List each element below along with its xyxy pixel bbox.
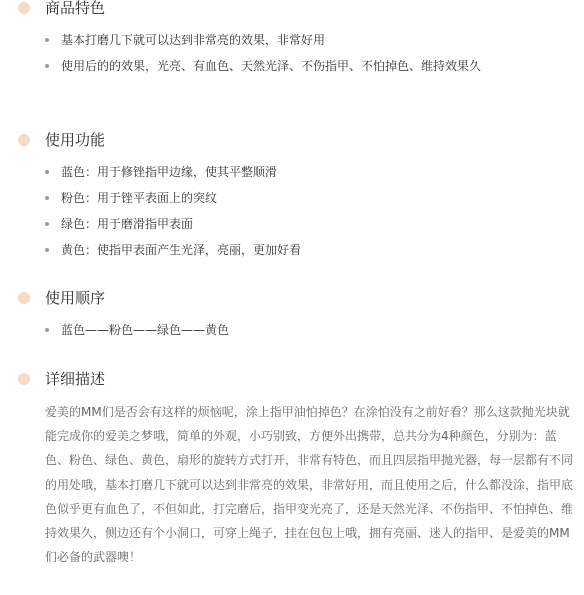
functions-header [0, 131, 584, 151]
function-item-text: 绿色：用于磨滑指甲表面 [61, 217, 194, 231]
details-description: 爱美的MM们是否会有这样的烦恼呢，涂上指甲油怕掉色？在涂怕没有之前好看？那么这款抛光块就能完成你的爱美之梦哦，简单的外观，小巧别致，方便外出携带，总共分为4种颜色，分别为：蓝色、粉色、绿色、黄色，扇形的旋转方式打开，非常有特色，而且四层指甲抛光器，每一层都有不同的用处哦，基本打磨几下就可以达到非常亮的效果，非常好用，而且使用之后，什么都没涂，指甲底色似乎更有血色了，不但如此，打完磨后，指甲变光亮了，还是天然光泽、不伤指甲、不怕掉色、维持效果久，侧边还有个小洞口，可穿上绳子，挂在包包上哦，拥有亮丽、迷人的指甲、是爱美的MM们必备的武器噢！ [45, 405, 574, 565]
section-dot-icon [18, 134, 30, 146]
functions-section [0, 131, 584, 151]
order-title: 使用顺序 [45, 289, 106, 307]
order-item-text: 蓝色——粉色——绿色——黄色 [61, 323, 230, 337]
order-section [0, 289, 584, 309]
order-header [0, 289, 584, 309]
features-title: 商品特色 [45, 0, 106, 17]
list-item [0, 57, 584, 75]
function-item-text: 黄色：使指甲表面产生光泽，亮丽，更加好看 [61, 243, 302, 257]
details-header [0, 370, 584, 390]
list-item [0, 321, 584, 339]
section-dot-icon [18, 373, 30, 385]
function-item-text: 蓝色：用于修锉指甲边缘，使其平整顺滑 [61, 165, 278, 179]
feature-item-text: 基本打磨几下就可以达到非常亮的效果，非常好用 [61, 33, 326, 47]
list-item [0, 241, 584, 259]
section-dot-icon [18, 2, 30, 14]
feature-item-text: 使用后的的效果，光亮、有血色、天然光泽、不伤指甲、不怕掉色、维持效果久 [61, 59, 482, 73]
list-item [0, 189, 584, 207]
list-item [0, 31, 584, 49]
section-dot-icon [18, 292, 30, 304]
features-section [0, 0, 584, 19]
list-item [0, 163, 584, 181]
bullet-icon [45, 170, 49, 174]
bullet-icon [45, 222, 49, 226]
details-title: 详细描述 [45, 370, 106, 388]
function-item-text: 粉色：用于锉平表面上的突纹 [61, 191, 218, 205]
details-section [0, 370, 584, 390]
bullet-icon [45, 64, 49, 68]
bullet-icon [45, 328, 49, 332]
functions-title: 使用功能 [45, 131, 106, 149]
bullet-icon [45, 248, 49, 252]
features-header [0, 0, 584, 19]
bullet-icon [45, 196, 49, 200]
bullet-icon [45, 38, 49, 42]
list-item [0, 215, 584, 233]
